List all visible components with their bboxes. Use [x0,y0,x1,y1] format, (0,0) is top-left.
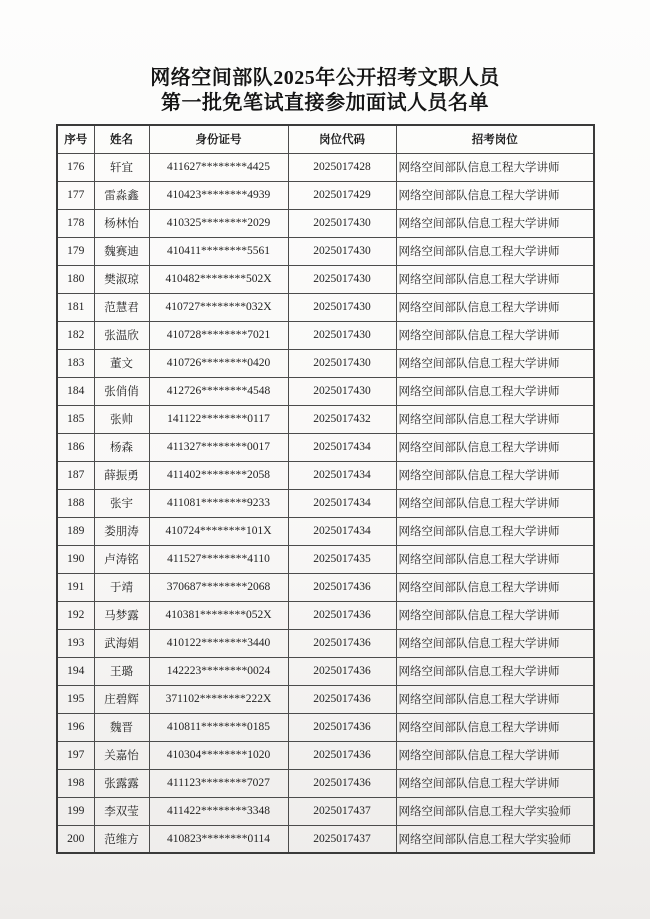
position-code-cell: 2025017430 [288,293,396,321]
table-row [57,601,594,629]
name-cell: 樊淑琼 [94,265,149,293]
recruitment-position-cell: 网络空间部队信息工程大学讲师 [396,601,594,629]
header-name: 姓名 [94,125,149,153]
position-code-cell: 2025017436 [288,769,396,797]
recruitment-position-cell: 网络空间部队信息工程大学讲师 [396,769,594,797]
id-number-cell: 411327********0017 [149,433,288,461]
id-number-cell: 410423********4939 [149,181,288,209]
name-cell: 娄朋涛 [94,517,149,545]
name-cell: 王璐 [94,657,149,685]
recruitment-position-cell: 网络空间部队信息工程大学讲师 [396,377,594,405]
id-number-cell: 411422********3348 [149,797,288,825]
id-number-cell: 411527********4110 [149,545,288,573]
table-row [57,237,594,265]
serial-number-cell: 199 [57,797,94,825]
table-row [57,265,594,293]
table-row [57,153,594,181]
serial-number-cell: 179 [57,237,94,265]
id-number-cell: 410724********101X [149,517,288,545]
table-row [57,825,594,853]
position-code-cell: 2025017434 [288,461,396,489]
position-code-cell: 2025017434 [288,433,396,461]
serial-number-cell: 183 [57,349,94,377]
table-row [57,489,594,517]
serial-number-cell: 180 [57,265,94,293]
name-cell: 杨林怡 [94,209,149,237]
position-code-cell: 2025017432 [288,405,396,433]
position-code-cell: 2025017437 [288,825,396,853]
name-cell: 范慧君 [94,293,149,321]
table-row [57,741,594,769]
name-cell: 庄碧辉 [94,685,149,713]
id-number-cell: 411627********4425 [149,153,288,181]
name-cell: 范维方 [94,825,149,853]
document-title [0,66,650,116]
serial-number-cell: 181 [57,293,94,321]
name-cell: 张宇 [94,489,149,517]
name-cell: 李双莹 [94,797,149,825]
name-cell: 张帅 [94,405,149,433]
title-line-2: 第一批免笔试直接参加面试人员名单 [161,92,489,114]
position-code-cell: 2025017436 [288,685,396,713]
table-row [57,573,594,601]
id-number-cell: 410823********0114 [149,825,288,853]
recruitment-position-cell: 网络空间部队信息工程大学讲师 [396,293,594,321]
table-row [57,545,594,573]
position-code-cell: 2025017436 [288,601,396,629]
title-line-1: 网络空间部队2025年公开招考文职人员 [150,67,500,89]
id-number-cell: 410411********5561 [149,237,288,265]
recruitment-position-cell: 网络空间部队信息工程大学讲师 [396,517,594,545]
table-row [57,517,594,545]
serial-number-cell: 193 [57,629,94,657]
serial-number-cell: 177 [57,181,94,209]
header-recruitment-position: 招考岗位 [396,125,594,153]
name-cell: 薛振勇 [94,461,149,489]
table-row [57,405,594,433]
position-code-cell: 2025017430 [288,321,396,349]
recruitment-position-cell: 网络空间部队信息工程大学讲师 [396,657,594,685]
serial-number-cell: 196 [57,713,94,741]
position-code-cell: 2025017437 [288,797,396,825]
table-row [57,629,594,657]
recruitment-position-cell: 网络空间部队信息工程大学讲师 [396,209,594,237]
name-cell: 雷淼鑫 [94,181,149,209]
recruitment-position-cell: 网络空间部队信息工程大学实验师 [396,797,594,825]
recruitment-position-cell: 网络空间部队信息工程大学讲师 [396,153,594,181]
serial-number-cell: 186 [57,433,94,461]
serial-number-cell: 195 [57,685,94,713]
name-cell: 魏晋 [94,713,149,741]
table-row [57,685,594,713]
id-number-cell: 142223********0024 [149,657,288,685]
serial-number-cell: 194 [57,657,94,685]
serial-number-cell: 189 [57,517,94,545]
id-number-cell: 410325********2029 [149,209,288,237]
recruitment-position-cell: 网络空间部队信息工程大学实验师 [396,825,594,853]
serial-number-cell: 185 [57,405,94,433]
id-number-cell: 371102********222X [149,685,288,713]
id-number-cell: 410381********052X [149,601,288,629]
position-code-cell: 2025017430 [288,377,396,405]
recruitment-position-cell: 网络空间部队信息工程大学讲师 [396,573,594,601]
id-number-cell: 410811********0185 [149,713,288,741]
id-number-cell: 141122********0117 [149,405,288,433]
serial-number-cell: 192 [57,601,94,629]
id-number-cell: 410726********0420 [149,349,288,377]
table-row [57,349,594,377]
personnel-roster-table [56,124,595,854]
position-code-cell: 2025017436 [288,573,396,601]
serial-number-cell: 200 [57,825,94,853]
id-number-cell: 410728********7021 [149,321,288,349]
id-number-cell: 411081********9233 [149,489,288,517]
header-serial-number: 序号 [57,125,94,153]
position-code-cell: 2025017436 [288,741,396,769]
name-cell: 杨森 [94,433,149,461]
recruitment-position-cell: 网络空间部队信息工程大学讲师 [396,629,594,657]
name-cell: 张露露 [94,769,149,797]
recruitment-position-cell: 网络空间部队信息工程大学讲师 [396,321,594,349]
position-code-cell: 2025017429 [288,181,396,209]
name-cell: 卢涛铭 [94,545,149,573]
name-cell: 轩宜 [94,153,149,181]
table-header-row [57,125,594,153]
position-code-cell: 2025017430 [288,265,396,293]
recruitment-position-cell: 网络空间部队信息工程大学讲师 [396,265,594,293]
serial-number-cell: 188 [57,489,94,517]
name-cell: 董文 [94,349,149,377]
position-code-cell: 2025017436 [288,713,396,741]
table-row [57,433,594,461]
recruitment-position-cell: 网络空间部队信息工程大学讲师 [396,741,594,769]
position-code-cell: 2025017428 [288,153,396,181]
position-code-cell: 2025017430 [288,349,396,377]
position-code-cell: 2025017436 [288,629,396,657]
table-row [57,657,594,685]
table-row [57,769,594,797]
recruitment-position-cell: 网络空间部队信息工程大学讲师 [396,349,594,377]
name-cell: 马梦露 [94,601,149,629]
serial-number-cell: 198 [57,769,94,797]
id-number-cell: 410122********3440 [149,629,288,657]
id-number-cell: 410304********1020 [149,741,288,769]
id-number-cell: 412726********4548 [149,377,288,405]
serial-number-cell: 191 [57,573,94,601]
serial-number-cell: 187 [57,461,94,489]
id-number-cell: 370687********2068 [149,573,288,601]
id-number-cell: 410727********032X [149,293,288,321]
recruitment-position-cell: 网络空间部队信息工程大学讲师 [396,181,594,209]
recruitment-position-cell: 网络空间部队信息工程大学讲师 [396,433,594,461]
recruitment-position-cell: 网络空间部队信息工程大学讲师 [396,685,594,713]
table-row [57,377,594,405]
recruitment-position-cell: 网络空间部队信息工程大学讲师 [396,405,594,433]
name-cell: 于靖 [94,573,149,601]
header-id-number: 身份证号 [149,125,288,153]
id-number-cell: 410482********502X [149,265,288,293]
position-code-cell: 2025017430 [288,209,396,237]
table-row [57,461,594,489]
name-cell: 张俏俏 [94,377,149,405]
position-code-cell: 2025017430 [288,237,396,265]
position-code-cell: 2025017435 [288,545,396,573]
serial-number-cell: 178 [57,209,94,237]
recruitment-position-cell: 网络空间部队信息工程大学讲师 [396,237,594,265]
position-code-cell: 2025017434 [288,517,396,545]
table-row [57,209,594,237]
recruitment-position-cell: 网络空间部队信息工程大学讲师 [396,713,594,741]
name-cell: 武海娟 [94,629,149,657]
recruitment-position-cell: 网络空间部队信息工程大学讲师 [396,489,594,517]
id-number-cell: 411402********2058 [149,461,288,489]
serial-number-cell: 176 [57,153,94,181]
id-number-cell: 411123********7027 [149,769,288,797]
table-row [57,797,594,825]
table-row [57,713,594,741]
table-row [57,321,594,349]
position-code-cell: 2025017434 [288,489,396,517]
recruitment-position-cell: 网络空间部队信息工程大学讲师 [396,461,594,489]
name-cell: 张温欣 [94,321,149,349]
table-row [57,181,594,209]
name-cell: 魏赛迪 [94,237,149,265]
serial-number-cell: 184 [57,377,94,405]
name-cell: 关嘉怡 [94,741,149,769]
table-row [57,293,594,321]
serial-number-cell: 182 [57,321,94,349]
serial-number-cell: 190 [57,545,94,573]
header-position-code: 岗位代码 [288,125,396,153]
position-code-cell: 2025017436 [288,657,396,685]
recruitment-position-cell: 网络空间部队信息工程大学讲师 [396,545,594,573]
serial-number-cell: 197 [57,741,94,769]
